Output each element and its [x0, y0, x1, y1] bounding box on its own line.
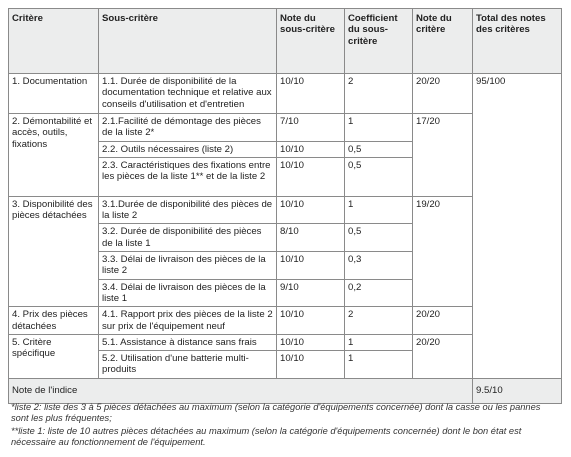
header-note-critere: Note du critère	[413, 9, 473, 74]
subcriterion-coef: 1	[345, 351, 413, 379]
header-row	[9, 9, 562, 74]
subcriterion-label: 3.3. Délai de livraison des pièces de la liste 2	[99, 252, 277, 280]
footnote-liste-1: **liste 1: liste de 10 autres pièces détachées au maximum (selon la catégorie d'équipements concernée) dont le bon état est nécessaire au fonctionnement de l'équipement.	[11, 425, 522, 447]
subcriterion-note: 10/10	[277, 351, 345, 379]
subcriterion-note: 10/10	[277, 157, 345, 196]
subcriterion-label: 2.3. Caractéristiques des fixations entre les pièces de la liste 1** et de la liste 2	[99, 157, 277, 196]
subcriterion-note: 10/10	[277, 196, 345, 224]
criterion-score: 17/20	[413, 114, 473, 197]
footnote-liste-2: *liste 2: liste des 3 à 5 pièces détachées au maximum (selon la catégorie d'équipements concernée) dont la casse ou les pannes sont les plus fréquentes;	[11, 402, 541, 424]
indice-label: Note de l'indice	[9, 378, 473, 403]
subcriterion-coef: 0,5	[345, 141, 413, 157]
total-score: 95/100	[473, 74, 562, 379]
table-row	[9, 74, 562, 114]
subcriterion-note: 10/10	[277, 334, 345, 350]
subcriterion-coef: 1	[345, 114, 413, 142]
header-sous-critere: Sous-critère	[99, 9, 277, 74]
criterion-name: 1. Documentation	[9, 74, 99, 114]
subcriterion-note: 9/10	[277, 279, 345, 307]
criterion-name: 2. Démontabilité et accès, outils, fixations	[9, 114, 99, 197]
subcriterion-note: 10/10	[277, 307, 345, 335]
subcriterion-label: 1.1. Durée de disponibilité de la documentation technique et relative aux conseils d'utilisation et d'entretien	[99, 74, 277, 114]
footer-row	[9, 378, 562, 403]
subcriterion-label: 4.1. Rapport prix des pièces de la liste 2 sur prix de l'équipement neuf	[99, 307, 277, 335]
criterion-name: 3. Disponibilité des pièces détachées	[9, 196, 99, 306]
criterion-score: 19/20	[413, 196, 473, 306]
criterion-name: 5. Critère spécifique	[9, 334, 99, 378]
subcriterion-coef: 0,5	[345, 157, 413, 196]
subcriterion-label: 3.4. Délai de livraison des pièces de la liste 1	[99, 279, 277, 307]
subcriterion-coef: 2	[345, 307, 413, 335]
footnotes	[11, 402, 559, 449]
subcriterion-note: 10/10	[277, 141, 345, 157]
indice-value: 9.5/10	[473, 378, 562, 403]
subcriterion-note: 8/10	[277, 224, 345, 252]
header-critere: Critère	[9, 9, 99, 74]
subcriterion-note: 10/10	[277, 252, 345, 280]
header-coefficient: Coefficient du sous-critère	[345, 9, 413, 74]
criterion-score: 20/20	[413, 334, 473, 378]
subcriterion-coef: 1	[345, 334, 413, 350]
subcriterion-coef: 0,3	[345, 252, 413, 280]
subcriterion-label: 5.1. Assistance à distance sans frais	[99, 334, 277, 350]
criterion-score: 20/20	[413, 307, 473, 335]
subcriterion-coef: 0,5	[345, 224, 413, 252]
subcriterion-label: 2.2. Outils nécessaires (liste 2)	[99, 141, 277, 157]
score-table	[8, 8, 562, 404]
subcriterion-label: 5.2. Utilisation d'une batterie multi-produits	[99, 351, 277, 379]
header-note-sous-critere: Note du sous-critère	[277, 9, 345, 74]
subcriterion-note: 7/10	[277, 114, 345, 142]
subcriterion-label: 3.2. Durée de disponibilité des pièces de la liste 1	[99, 224, 277, 252]
subcriterion-label: 2.1.Facilité de démontage des pièces de la liste 2*	[99, 114, 277, 142]
subcriterion-label: 3.1.Durée de disponibilité des pièces de la liste 2	[99, 196, 277, 224]
header-total: Total des notes des critères	[473, 9, 562, 74]
criterion-score: 20/20	[413, 74, 473, 114]
subcriterion-coef: 2	[345, 74, 413, 114]
subcriterion-note: 10/10	[277, 74, 345, 114]
criterion-name: 4. Prix des pièces détachées	[9, 307, 99, 335]
subcriterion-coef: 1	[345, 196, 413, 224]
subcriterion-coef: 0,2	[345, 279, 413, 307]
